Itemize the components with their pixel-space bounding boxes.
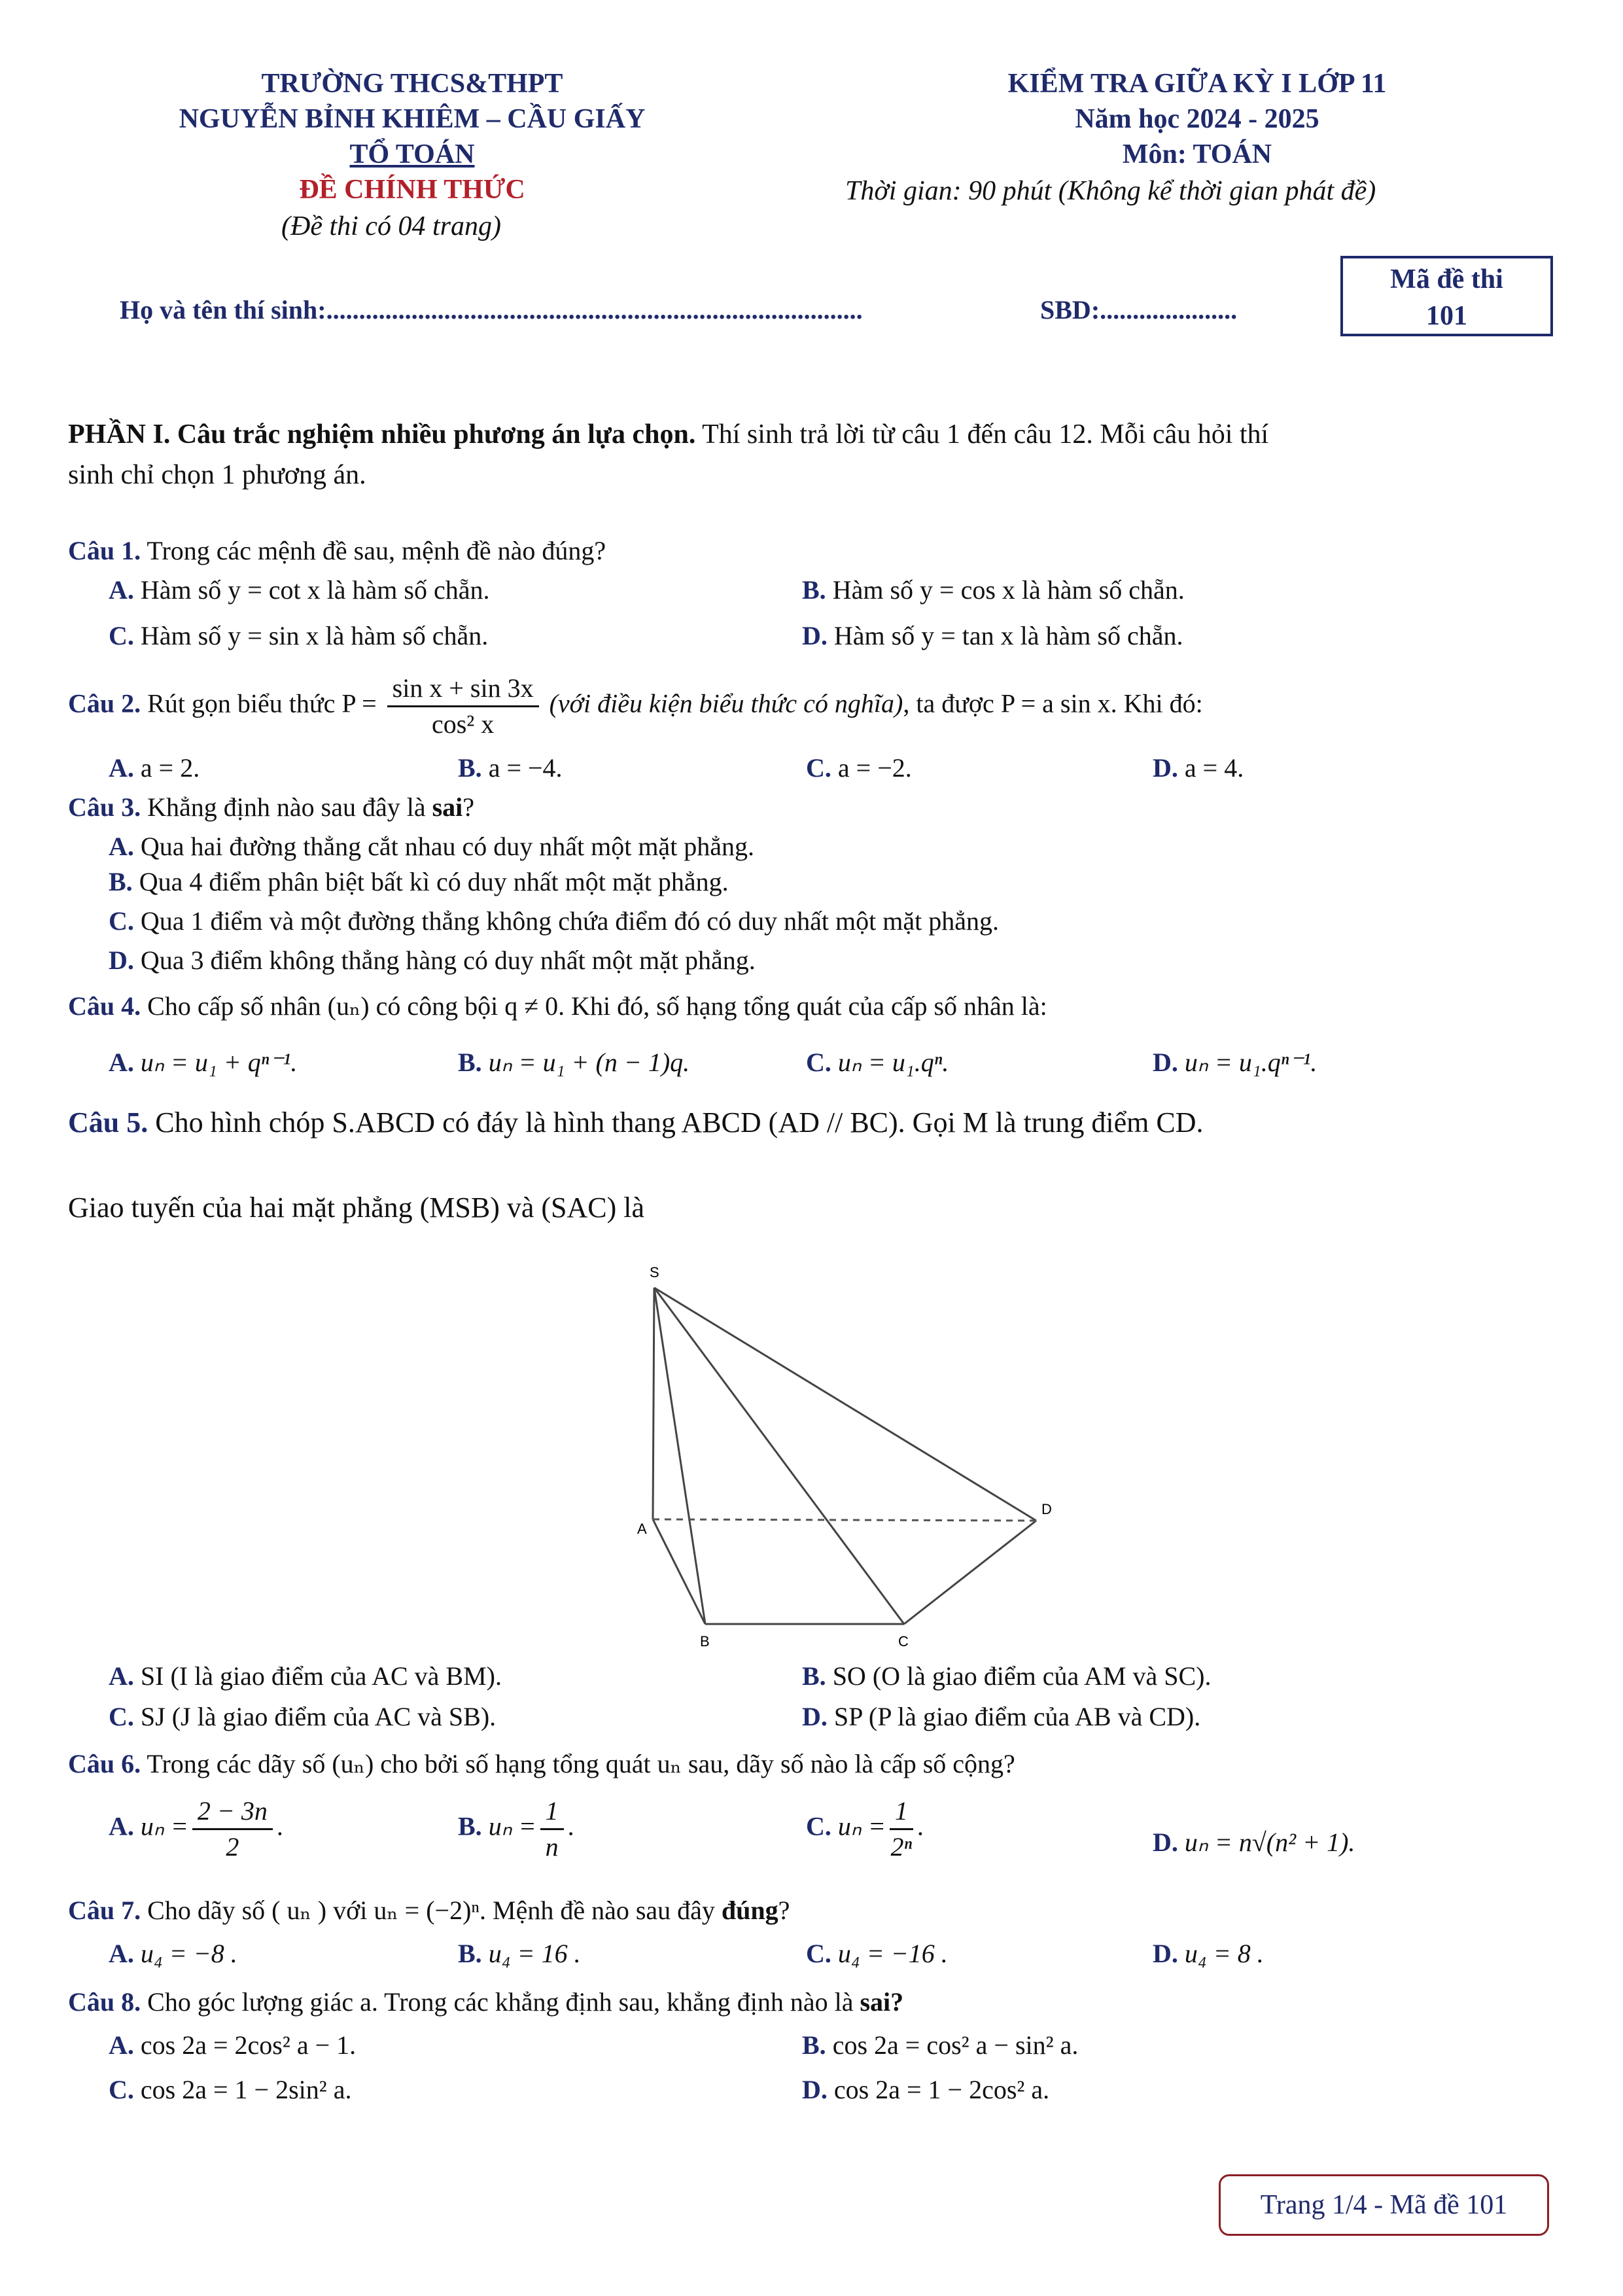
q2-b-text: a = −4.: [488, 753, 563, 783]
q5-a-text: SI (I là giao điểm của AC và BM).: [140, 1661, 502, 1691]
q8-option-b[interactable]: [802, 2030, 1078, 2060]
option-letter: C.: [806, 753, 831, 783]
option-letter: D.: [802, 1702, 828, 1731]
option-letter: D.: [802, 2075, 828, 2104]
exam-time: Thời gian: 90 phút (Không kể thời gian phát đề): [845, 176, 1376, 206]
q2-option-c[interactable]: [806, 752, 912, 783]
q2-text-b: (với điều kiện biểu thức có nghĩa): [549, 688, 903, 718]
sbd-field[interactable]: SBD:.....................: [1040, 295, 1238, 325]
edge-CD: [904, 1521, 1036, 1624]
exam-title: KIỂM TRA GIỮA KỲ I LỚP 11: [1007, 69, 1387, 99]
q4-option-b[interactable]: [458, 1047, 689, 1078]
q1-option-b[interactable]: [802, 574, 1185, 605]
q2-a-text: a = 2.: [140, 753, 200, 783]
option-letter: D.: [1153, 1828, 1178, 1857]
q2-stem: [68, 671, 1203, 741]
q6-a-num: 2 − 3n: [192, 1794, 273, 1830]
q8-c-text: cos 2a = 1 − 2sin² a.: [140, 2075, 352, 2104]
q6-c-num: 1: [890, 1794, 913, 1830]
option-letter: A.: [109, 1939, 134, 1968]
q5-text-a: Cho hình chóp S.ABCD có đáy là hình thang ABCD (AD // BC). Gọi M là trung điểm CD.: [155, 1106, 1204, 1139]
option-letter: A.: [109, 753, 134, 783]
q7-option-d[interactable]: [1153, 1938, 1264, 1969]
q2-option-a[interactable]: [109, 752, 200, 783]
label-A: A: [637, 1521, 647, 1537]
option-letter: B.: [458, 1811, 482, 1841]
q1-label: Câu 1.: [68, 536, 141, 565]
pyramid-figure: [615, 1250, 1073, 1662]
option-letter: C.: [109, 621, 134, 650]
q5-option-c[interactable]: [109, 1701, 496, 1732]
q6-b-lhs: uₙ =: [488, 1811, 536, 1841]
edge-SA: [653, 1288, 654, 1519]
q7-c-text: u₄ = −16 .: [837, 1939, 948, 1968]
q7-text-a: Cho dãy số ( uₙ ) với uₙ = (−2)ⁿ. Mệnh đề nào sau đây: [147, 1896, 715, 1925]
q8-stem: [68, 1987, 903, 2017]
q3-option-d[interactable]: [109, 945, 756, 976]
q2-c-text: a = −2.: [837, 753, 912, 783]
q2-text-a: Rút gọn biểu thức P =: [147, 688, 377, 718]
part1-instruction-b: sinh chỉ chọn 1 phương án.: [68, 460, 366, 490]
q6-stem: [68, 1748, 1015, 1779]
q1-option-d[interactable]: [802, 620, 1183, 651]
option-letter: A.: [109, 832, 134, 861]
q2-option-b[interactable]: [458, 752, 563, 783]
q6-text: Trong các dãy số (uₙ) cho bởi số hạng tổng quát uₙ sau, dãy số nào là cấp số cộng?: [147, 1749, 1015, 1778]
q7-d-text: u₄ = 8 .: [1184, 1939, 1264, 1968]
edge-SD: [654, 1288, 1036, 1521]
q3-option-c[interactable]: [109, 906, 999, 936]
official-label: ĐỀ CHÍNH THỨC: [299, 175, 525, 205]
q1-option-c[interactable]: [109, 620, 488, 651]
q2-frac-den: cos² x: [431, 709, 495, 739]
q3-a-text: Qua hai đường thẳng cắt nhau có duy nhất một mặt phẳng.: [140, 832, 755, 861]
q6-a-lhs: uₙ =: [140, 1811, 188, 1841]
q7-label: Câu 7.: [68, 1896, 141, 1925]
q3-stem: [68, 792, 474, 822]
dept-name: TỔ TOÁN: [349, 139, 475, 169]
part1-instruction-a: Thí sinh trả lời từ câu 1 đến câu 12. Mỗi câu hỏi thí: [702, 419, 1269, 450]
q8-option-d[interactable]: [802, 2074, 1049, 2105]
q6-b-den: n: [545, 1832, 559, 1862]
q7-a-text: u₄ = −8 .: [140, 1939, 237, 1968]
q5-option-a[interactable]: [109, 1661, 502, 1691]
q4-option-d[interactable]: [1153, 1047, 1317, 1078]
q7-qmark: ?: [778, 1896, 790, 1925]
option-letter: A.: [109, 2030, 134, 2060]
q6-b-num: 1: [540, 1794, 564, 1830]
exam-code-label: Mã đề thi: [1390, 264, 1503, 294]
part1-title: PHẦN I. Câu trắc nghiệm nhiều phương án lựa chọn.: [68, 419, 696, 450]
q6-c-fraction: [890, 1794, 913, 1864]
school-year: Năm học 2024 - 2025: [1075, 104, 1319, 134]
q3-c-text: Qua 1 điểm và một đường thẳng không chứa điểm đó có duy nhất một mặt phẳng.: [140, 906, 999, 936]
option-letter: D.: [802, 621, 828, 650]
option-letter: D.: [1153, 1048, 1178, 1077]
q3-qmark: ?: [462, 792, 475, 822]
q8-label: Câu 8.: [68, 1987, 141, 2017]
q2-label: Câu 2.: [68, 688, 141, 718]
option-letter: D.: [109, 945, 134, 975]
option-letter: B.: [109, 867, 133, 896]
q2-frac-num: sin x + sin 3x: [387, 671, 539, 707]
q8-a-text: cos 2a = 2cos² a − 1.: [140, 2030, 357, 2060]
q5-c-text: SJ (J là giao điểm của AC và SB).: [140, 1702, 497, 1731]
option-letter: C.: [806, 1811, 831, 1841]
q7-stem: [68, 1895, 790, 1926]
exam-code-box: [1340, 256, 1553, 336]
option-letter: C.: [806, 1939, 831, 1968]
option-letter: A.: [109, 1048, 134, 1077]
q5-label: Câu 5.: [68, 1106, 148, 1139]
exam-code: 101: [1426, 301, 1467, 331]
q4-text: Cho cấp số nhân (uₙ) có công bội q ≠ 0. Khi đó, số hạng tổng quát của cấp số nhân là:: [147, 991, 1047, 1021]
edge-SC: [654, 1288, 904, 1624]
q6-b-fraction: [540, 1794, 564, 1864]
q6-option-d[interactable]: [1153, 1827, 1355, 1858]
candidate-name-field[interactable]: Họ và tên thí sinh:..................................................................................: [120, 295, 863, 325]
q1-d-text: Hàm số y = tan x là hàm số chẵn.: [833, 621, 1183, 650]
edge-AD-hidden: [653, 1519, 1036, 1521]
q1-text: Trong các mệnh đề sau, mệnh đề nào đúng?: [147, 536, 606, 565]
q3-text: Khẳng định nào sau đây là: [147, 792, 426, 822]
option-letter: B.: [458, 1939, 482, 1968]
q8-b-text: cos 2a = cos² a − sin² a.: [832, 2030, 1079, 2060]
q3-d-text: Qua 3 điểm không thẳng hàng có duy nhất một mặt phẳng.: [140, 945, 756, 975]
label-C: C: [898, 1633, 909, 1650]
label-D: D: [1041, 1501, 1052, 1517]
school-line2: NGUYỄN BỈNH KHIÊM – CẦU GIẤY: [179, 104, 646, 134]
option-letter: B.: [802, 1661, 826, 1691]
part1-heading: [68, 419, 1268, 450]
q8-option-c[interactable]: [109, 2074, 352, 2105]
q4-c-text: uₙ = u₁.qⁿ.: [837, 1048, 949, 1077]
q7-option-a[interactable]: [109, 1938, 237, 1969]
q3-option-b[interactable]: [109, 866, 729, 897]
q4-b-text: uₙ = u₁ + (n − 1)q.: [488, 1048, 690, 1077]
q4-option-a[interactable]: [109, 1047, 297, 1078]
q5-option-d[interactable]: [802, 1701, 1200, 1732]
option-letter: B.: [458, 753, 482, 783]
pages-note: (Đề thi có 04 trang): [281, 211, 501, 241]
q3-option-a[interactable]: [109, 831, 754, 862]
label-B: B: [700, 1633, 710, 1650]
q4-label: Câu 4.: [68, 991, 141, 1021]
option-letter: C.: [109, 2075, 134, 2104]
q6-c-den: 2ⁿ: [890, 1832, 913, 1862]
q7-b-text: u₄ = 16 .: [488, 1939, 581, 1968]
q5-d-text: SP (P là giao điểm của AB và CD).: [833, 1702, 1201, 1731]
q8-text-bold: sai?: [860, 1987, 904, 2017]
q2-text-c: , ta được P = a sin x. Khi đó:: [903, 688, 1203, 718]
q1-stem: [68, 535, 606, 566]
q8-option-a[interactable]: [109, 2030, 356, 2060]
q8-d-text: cos 2a = 1 − 2cos² a.: [833, 2075, 1050, 2104]
q4-stem: [68, 991, 1047, 1021]
q5-option-b[interactable]: [802, 1661, 1212, 1691]
q1-c-text: Hàm số y = sin x là hàm số chẵn.: [140, 621, 489, 650]
q4-d-text: uₙ = u₁.qⁿ⁻¹.: [1184, 1048, 1318, 1077]
option-letter: C.: [109, 1702, 134, 1731]
label-S: S: [650, 1264, 659, 1280]
q6-d-text: uₙ = n√(n² + 1).: [1184, 1828, 1355, 1857]
q3-label: Câu 3.: [68, 792, 141, 822]
q2-fraction: [387, 671, 539, 741]
q4-option-c[interactable]: [806, 1047, 949, 1078]
page-footer: Trang 1/4 - Mã đề 101: [1219, 2174, 1549, 2236]
option-letter: C.: [806, 1048, 831, 1077]
option-letter: B.: [802, 575, 826, 605]
q1-option-a[interactable]: [109, 574, 489, 605]
option-letter: A.: [109, 1661, 134, 1691]
q6-option-a[interactable]: A. uₙ = $\frac{2 - 3n}{2}$ .: [109, 1794, 283, 1864]
option-letter: B.: [458, 1048, 482, 1077]
q6-a-fraction: [192, 1794, 273, 1864]
q7-option-c[interactable]: [806, 1938, 948, 1969]
q2-d-text: a = 4.: [1184, 753, 1244, 783]
q1-a-text: Hàm số y = cot x là hàm số chẵn.: [140, 575, 490, 605]
subject: Môn: TOÁN: [1122, 139, 1272, 169]
q4-a-text: uₙ = u₁ + qⁿ⁻¹.: [140, 1048, 298, 1077]
q2-option-d[interactable]: [1153, 752, 1244, 783]
option-letter: B.: [802, 2030, 826, 2060]
q5-stem-b: Giao tuyến của hai mặt phẳng (MSB) và (SAC) là: [68, 1192, 645, 1224]
option-letter: A.: [109, 575, 134, 605]
q6-a-den: 2: [226, 1832, 239, 1862]
q6-c-lhs: uₙ =: [837, 1811, 886, 1841]
option-letter: D.: [1153, 753, 1178, 783]
q5-stem-a: [68, 1106, 1204, 1139]
q3-b-text: Qua 4 điểm phân biệt bất kì có duy nhất một mặt phẳng.: [139, 867, 729, 896]
school-line1: TRƯỜNG THCS&THPT: [261, 69, 563, 99]
q1-b-text: Hàm số y = cos x là hàm số chẵn.: [832, 575, 1185, 605]
option-letter: A.: [109, 1811, 134, 1841]
q3-text-bold: sai: [432, 792, 463, 822]
q6-option-c[interactable]: C. uₙ = $\frac{1}{\text{2ⁿ}}$ .: [806, 1794, 924, 1864]
q8-text-a: Cho góc lượng giác a. Trong các khẳng định sau, khẳng định nào là: [147, 1987, 854, 2017]
option-letter: D.: [1153, 1939, 1178, 1968]
q6-option-b[interactable]: B. uₙ = $\frac{1}{n}$ .: [458, 1794, 574, 1864]
q6-label: Câu 6.: [68, 1749, 141, 1778]
q7-option-b[interactable]: [458, 1938, 581, 1969]
q5-b-text: SO (O là giao điểm của AM và SC).: [832, 1661, 1212, 1691]
q7-text-bold: đúng: [721, 1896, 778, 1925]
option-letter: C.: [109, 906, 134, 936]
